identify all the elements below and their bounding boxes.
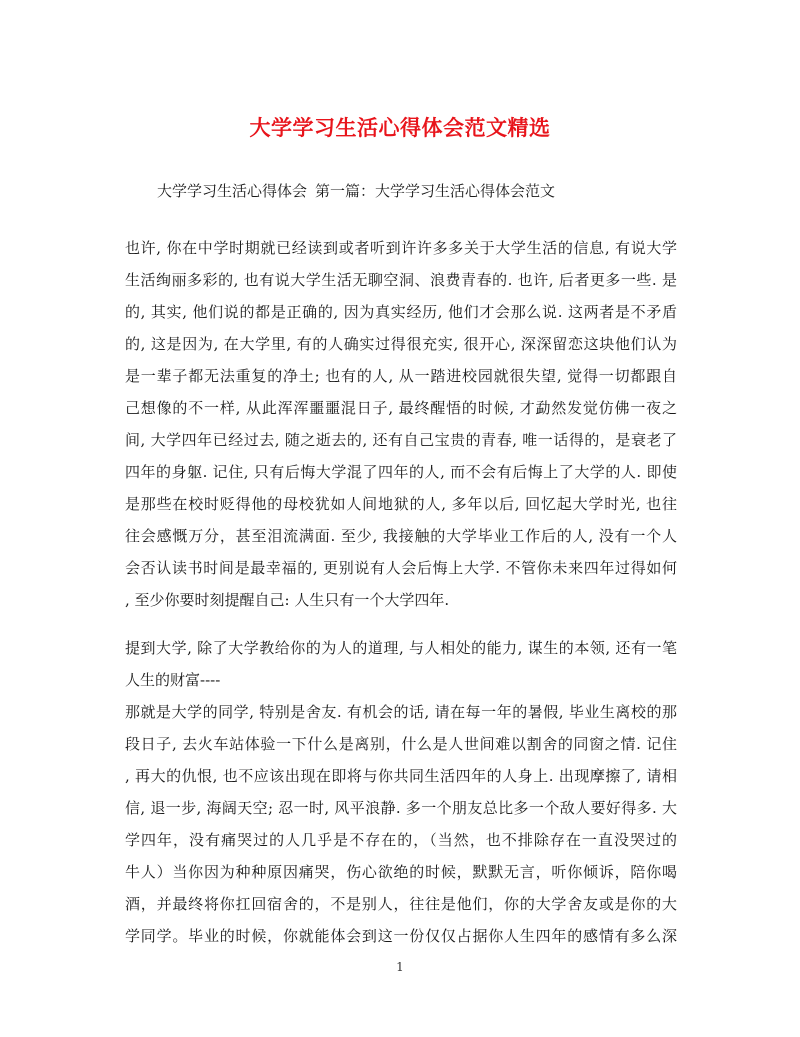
paragraph-line: 的, 其实, 他们说的都是正确的, 因为真实经历, 他们才会那么说. 这两者是不矛盾 bbox=[125, 303, 677, 321]
paragraph-line: 信, 退一步, 海阔天空; 忍一时, 风平浪静. 多一个朋友总比多一个敌人要好得多. 大 bbox=[125, 799, 677, 817]
paragraph-2 bbox=[125, 632, 677, 952]
paragraph-line: 学四年，没有痛哭过的人几乎是不存在的，（当然，也不排除存在一直没哭过的 bbox=[125, 831, 677, 849]
paragraph-line: 人生的财富---- bbox=[125, 671, 221, 689]
subtitle-part-2: 第一篇：大学学习生活心得体会范文 bbox=[315, 182, 556, 200]
paragraph-line: 学同学。毕业的时候，你就能体会到这一份仅仅占据你人生四年的感情有多么深 bbox=[125, 927, 677, 945]
paragraph-line: 是一辈子都无法重复的净土; 也有的人, 从一踏进校园就很失望, 觉得一切都跟自 bbox=[125, 367, 677, 385]
page-number: 1 bbox=[396, 960, 404, 974]
paragraph-line: 那就是大学的同学, 特别是舍友. 有机会的话, 请在每一年的暑假, 毕业生离校的那 bbox=[125, 703, 677, 721]
paragraph-line: , 再大的仇恨, 也不应该出现在即将与你共同生活四年的人身上. 出现摩擦了, 请相 bbox=[125, 767, 677, 785]
document-title: 大学学习生活心得体会范文精选 bbox=[249, 115, 551, 140]
document-subtitle bbox=[157, 180, 555, 201]
paragraph-1 bbox=[125, 232, 677, 616]
paragraph-line: 是那些在校时贬得他的母校犹如人间地狱的人, 多年以后, 回忆起大学时光, 也往 bbox=[125, 495, 677, 513]
paragraph-line: 也许, 你在中学时期就已经读到或者听到许许多多关于大学生活的信息, 有说大学 bbox=[125, 239, 677, 257]
paragraph-line: 生活绚丽多彩的, 也有说大学生活无聊空洞、浪费青春的. 也许, 后者更多一些. 是 bbox=[125, 271, 677, 289]
paragraph-line: 提到大学, 除了大学教给你的为人的道理, 与人相处的能力, 谋生的本领, 还有一笔 bbox=[125, 639, 677, 657]
paragraph-line: 往会感慨万分，甚至泪流满面. 至少, 我接触的大学毕业工作后的人, 没有一个人 bbox=[125, 527, 677, 545]
paragraph-line: 会否认读书时间是最幸福的, 更别说有人会后悔上大学. 不管你未来四年过得如何 bbox=[125, 559, 677, 577]
paragraph-line: 间, 大学四年已经过去, 随之逝去的, 还有自己宝贵的青春, 唯一话得的，是衰老了 bbox=[125, 431, 677, 449]
paragraph-line: , 至少你要时刻提醒自己: 人生只有一个大学四年. bbox=[125, 591, 450, 609]
paragraph-line: 段日子, 去火车站体验一下什么是离别，什么是人世间难以割舍的同窗之情. 记住 bbox=[125, 735, 677, 753]
paragraph-line: 牛人）当你因为种种原因痛哭，伤心欲绝的时候，默默无言，听你倾诉，陪你喝 bbox=[125, 863, 677, 881]
paragraph-line: 四年的身躯. 记住, 只有后悔大学混了四年的人, 而不会有后悔上了大学的人. 即使 bbox=[125, 463, 677, 481]
paragraph-line: 的, 这是因为, 在大学里, 有的人确实过得很充实, 很开心, 深深留恋这块他们认为 bbox=[125, 335, 677, 353]
paragraph-line: 己想像的不一样, 从此浑浑噩噩混日子, 最终醒悟的时候, 才勐然发觉仿佛一夜之 bbox=[125, 399, 677, 417]
subtitle-part-1: 大学学习生活心得体会 bbox=[157, 182, 308, 200]
paragraph-line: 酒，并最终将你扛回宿舍的，不是别人，往往是他们，你的大学舍友或是你的大 bbox=[125, 895, 677, 913]
